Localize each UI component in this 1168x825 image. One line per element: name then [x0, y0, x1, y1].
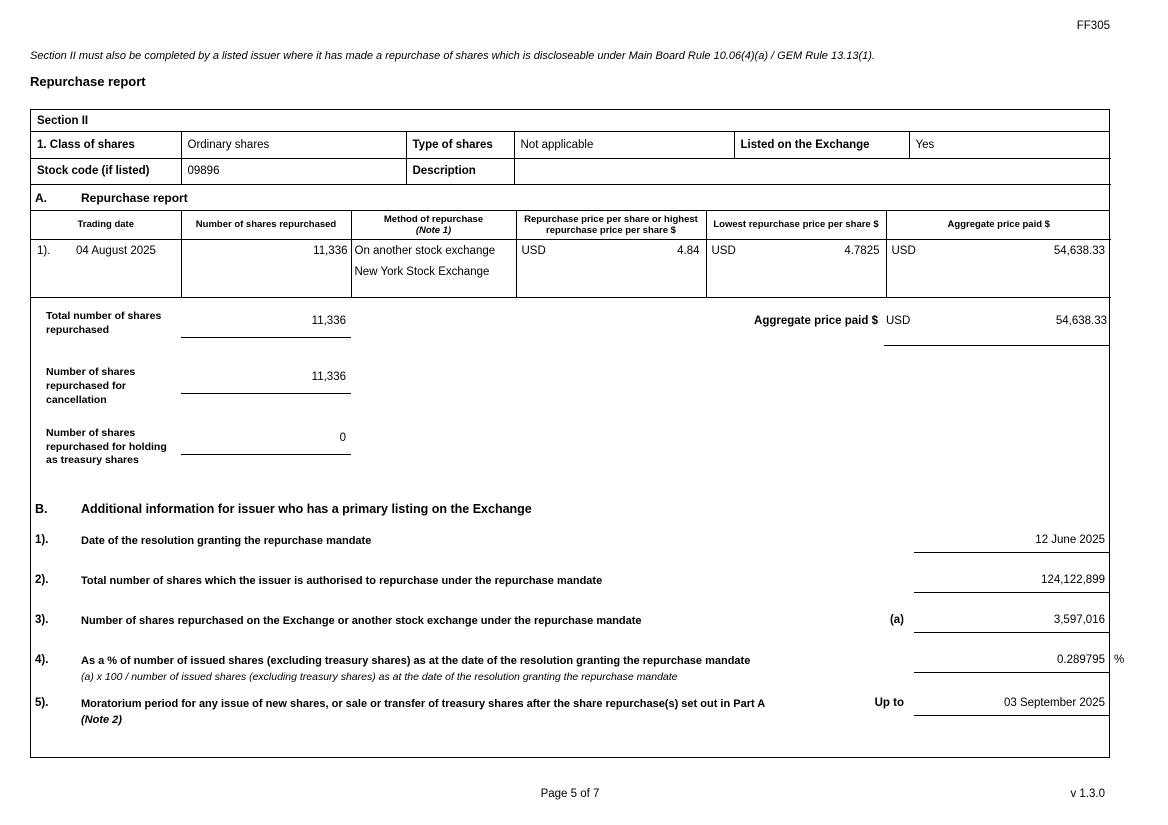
item-number: 5). [35, 697, 49, 710]
shares-repurchased-value: 11,336 [181, 240, 351, 298]
col-method [351, 211, 516, 240]
aggregate-paid-box [884, 310, 1109, 346]
treasury-row [31, 427, 1109, 468]
page-title: Repurchase report [30, 74, 146, 89]
section2-header: Section II [31, 110, 1109, 132]
percentage-formula-note: (a) x 100 / number of issued shares (excluding treasury shares) as at the date of the resolution granting the repurchase mandate [81, 670, 678, 683]
authorised-shares-label: Total number of shares which the issuer is authorised to repurchase under the repurchase mandate [81, 575, 603, 588]
high-price-currency: USD [521, 245, 546, 258]
percentage-label-main: As a % of number of issued shares (excluding treasury shares) as at the date of the resolution granting the repurchase mandate [81, 655, 751, 668]
moratorium-value: 03 September 2025 [914, 697, 1109, 716]
marker-a: (a) [889, 614, 904, 627]
repurchased-under-mandate-label: Number of shares repurchased on the Exchange or another stock exchange under the repurchase mandate [81, 615, 642, 628]
aggregate-paid-group [754, 310, 1109, 346]
aggregate-price-cell [886, 240, 1111, 298]
listed-on-exchange-value: Yes [909, 132, 1111, 158]
type-of-shares-value: Not applicable [514, 132, 734, 158]
authorised-shares-right [914, 574, 1109, 593]
aggregate-currency: USD [891, 245, 916, 258]
col-trading-date: Trading date [31, 211, 181, 240]
section-b-item-5 [31, 697, 1109, 728]
repurchased-under-mandate-right [890, 614, 1109, 633]
percentage-right [914, 654, 1125, 673]
item-number: 1). [35, 534, 49, 547]
percentage-label [81, 654, 897, 684]
share-class-table [31, 132, 1111, 185]
totals-section [31, 298, 1109, 468]
part-a-header [31, 185, 1109, 211]
row-index: 1). [37, 245, 51, 258]
moratorium-right [875, 697, 1109, 716]
table-row [31, 132, 1111, 158]
percent-sign: % [1114, 654, 1125, 667]
trading-date-cell [31, 240, 181, 298]
high-price-cell [516, 240, 706, 298]
high-price-value: 4.84 [677, 245, 700, 258]
aggregate-paid-value: 54,638.33 [1055, 315, 1107, 328]
moratorium-label [81, 697, 897, 728]
moratorium-label-main: Moratorium period for any issue of new shares, or sale or transfer of treasury shares after the share repurchase(s) set out in Part A [81, 698, 766, 711]
item-number: 3). [35, 614, 49, 627]
page-footer [30, 788, 1110, 800]
mandate-date-right [914, 534, 1109, 553]
part-a-title: Repurchase report [81, 190, 188, 205]
method-exchange-name: New York Stock Exchange [354, 266, 490, 279]
item-number: 2). [35, 574, 49, 587]
mandate-date-value: 12 June 2025 [914, 534, 1109, 553]
section-b-item-2 [31, 574, 1109, 601]
cancellation-value: 11,336 [181, 366, 351, 394]
up-to-label: Up to [874, 697, 904, 710]
percentage-value: 0.289795 [914, 654, 1109, 673]
total-shares-row [31, 310, 1109, 346]
low-price-cell [706, 240, 886, 298]
mandate-date-label: Date of the resolution granting the repurchase mandate [81, 535, 372, 548]
stock-code-label: Stock code (if listed) [31, 158, 181, 184]
moratorium-note: (Note 2) [81, 713, 122, 726]
part-a-letter: A. [35, 190, 47, 205]
section-b-title: Additional information for issuer who has a primary listing on the Exchange [81, 502, 532, 517]
class-of-shares-label: 1. Class of shares [31, 132, 181, 158]
item-number: 4). [35, 654, 49, 667]
trading-date-value: 04 August 2025 [76, 245, 156, 258]
authorised-shares-value: 124,122,899 [914, 574, 1109, 593]
col-low-price: Lowest repurchase price per share $ [706, 211, 886, 240]
aggregate-price-value: 54,638.33 [1053, 245, 1105, 258]
col-method-note: (Note 1) [415, 224, 452, 236]
type-of-shares-label: Type of shares [406, 132, 514, 158]
form-code: FF305 [1076, 20, 1110, 32]
table-row [31, 158, 1111, 184]
method-cell [351, 240, 516, 298]
repurchase-table-header-row [31, 211, 1111, 240]
stock-code-value: 09896 [181, 158, 406, 184]
cancellation-row [31, 366, 1109, 407]
section2-box [30, 109, 1125, 758]
aggregate-paid-currency: USD [886, 315, 911, 328]
treasury-label: Number of shares repurchased for holding as treasury shares [46, 427, 167, 467]
version-number: v 1.3.0 [1070, 787, 1105, 800]
page-number: Page 5 of 7 [540, 787, 600, 800]
section-b-item-1 [31, 534, 1109, 561]
total-shares-label: Total number of shares repurchased [46, 310, 162, 336]
total-shares-value: 11,336 [181, 310, 351, 338]
intro-note: Section II must also be completed by a listed issuer where it has made a repurchase of shares which is discloseable under Main Board Rule 10.06(4)(a) / GEM Rule 13.13(1). [30, 50, 875, 62]
section-b-item-4 [31, 654, 1125, 684]
method-exchange-type: On another stock exchange [354, 245, 496, 258]
repurchase-table [31, 211, 1111, 299]
col-high-price: Repurchase price per share or highest repurchase price per share $ [516, 211, 706, 240]
col-aggregate-price: Aggregate price paid $ [886, 211, 1111, 240]
col-method-label: Method of repurchase [383, 213, 484, 225]
description-value [514, 158, 1111, 184]
section-b-letter: B. [35, 502, 48, 517]
class-of-shares-value: Ordinary shares [181, 132, 406, 158]
section-b-item-3 [31, 614, 1109, 641]
description-label: Description [406, 158, 514, 184]
repurchased-under-mandate-value: 3,597,016 [914, 614, 1109, 633]
repurchase-table-row [31, 240, 1111, 298]
aggregate-paid-label: Aggregate price paid $ [754, 315, 878, 328]
treasury-value: 0 [181, 427, 351, 455]
col-shares-repurchased: Number of shares repurchased [181, 211, 351, 240]
low-price-currency: USD [711, 245, 736, 258]
section-b [31, 488, 1125, 757]
listed-on-exchange-label: Listed on the Exchange [734, 132, 909, 158]
section-b-header [31, 502, 1109, 516]
cancellation-label: Number of shares repurchased for cancellation [46, 366, 136, 406]
low-price-value: 4.7825 [844, 245, 880, 258]
